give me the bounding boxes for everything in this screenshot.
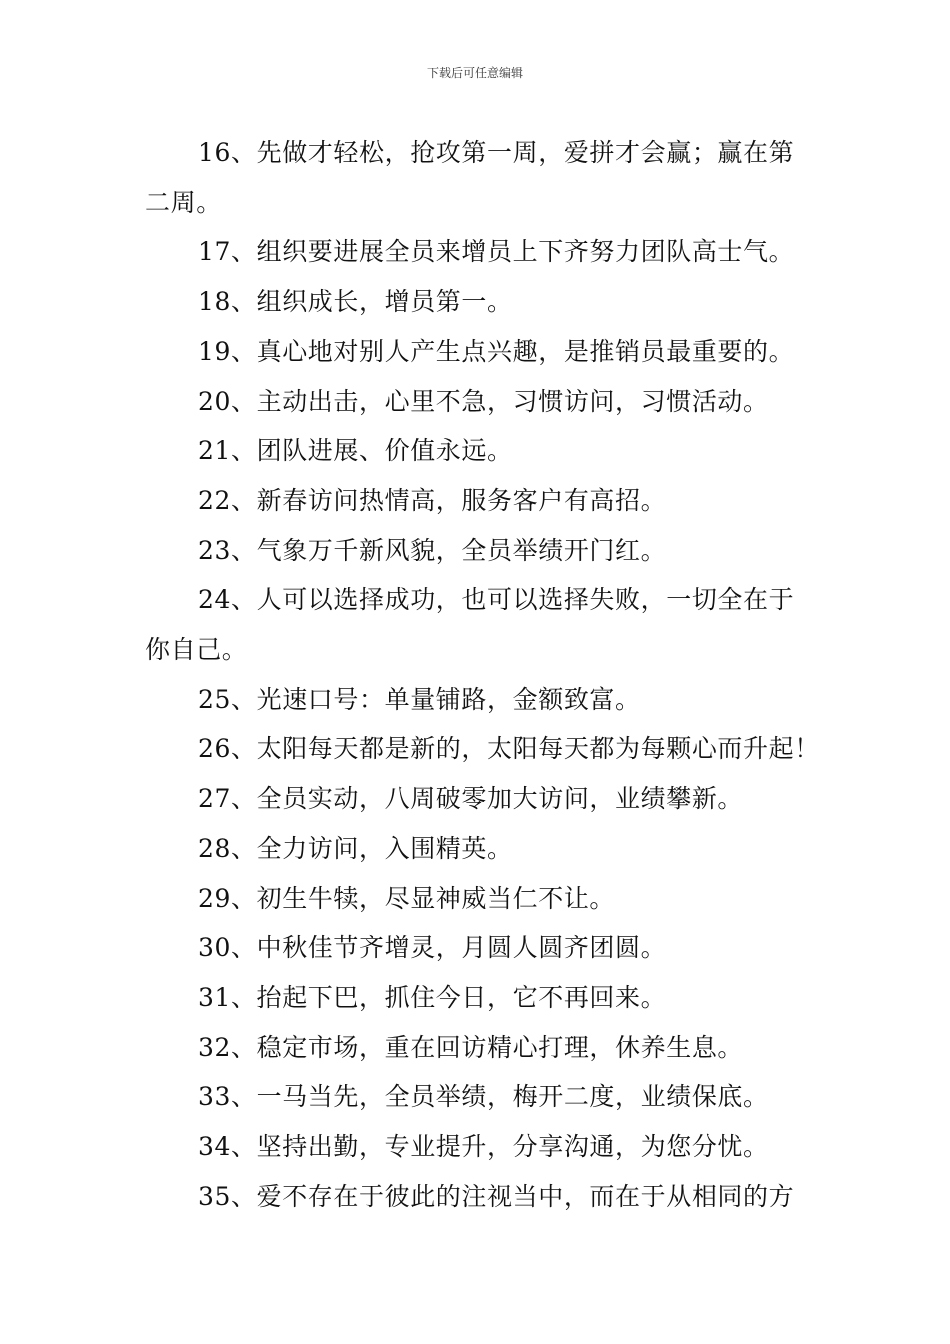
paragraph-34: 34、坚持出勤，专业提升，分享沟通，为您分忧。 <box>198 1132 769 1162</box>
paragraph-20: 20、主动出击，心里不急，习惯访问，习惯活动。 <box>198 386 769 416</box>
page-header: 下载后可任意编辑 <box>426 66 523 80</box>
paragraph-18: 18、组织成长，增员第一。 <box>198 287 513 317</box>
paragraph-31: 31、抬起下巴，抓住今日，它不再回来。 <box>198 982 667 1012</box>
paragraph-29: 29、初生牛犊，尽显神威当仁不让。 <box>198 883 616 913</box>
paragraph-35: 35、爱不存在于彼此的注视当中，而在于从相同的方 <box>198 1181 795 1211</box>
paragraph-16: 16、先做才轻松，抢攻第一周，爱拼才会赢；赢在第二周。 <box>145 138 795 217</box>
paragraph-21: 21、团队进展、价值永远。 <box>198 436 513 466</box>
paragraph-33: 33、一马当先，全员举绩，梅开二度，业绩保底。 <box>198 1082 769 1112</box>
paragraph-27: 27、全员实动，八周破零加大访问，业绩攀新。 <box>198 784 744 814</box>
paragraph-17: 17、组织要进展全员来增员上下齐努力团队高士气。 <box>198 237 795 267</box>
paragraph-23: 23、气象万千新风貌，全员举绩开门红。 <box>198 535 667 565</box>
paragraph-24: 24、人可以选择成功，也可以选择失败，一切全在于你自己。 <box>145 585 795 665</box>
paragraph-22: 22、新春访问热情高，服务客户有高招。 <box>198 485 667 515</box>
paragraph-25: 25、光速口号：单量铺路，金额致富。 <box>198 684 641 714</box>
paragraph-32: 32、稳定市场，重在回访精心打理，休养生息。 <box>198 1032 744 1062</box>
paragraph-19: 19、真心地对别人产生点兴趣，是推销员最重要的。 <box>198 336 795 366</box>
paragraph-30: 30、中秋佳节齐增灵，月圆人圆齐团圆。 <box>198 933 667 963</box>
paragraph-28: 28、全力访问，入围精英。 <box>198 833 513 863</box>
paragraph-26: 26、太阳每天都是新的，太阳每天都为每颗心而升起！ <box>198 734 820 764</box>
document-body <box>145 128 820 1221</box>
